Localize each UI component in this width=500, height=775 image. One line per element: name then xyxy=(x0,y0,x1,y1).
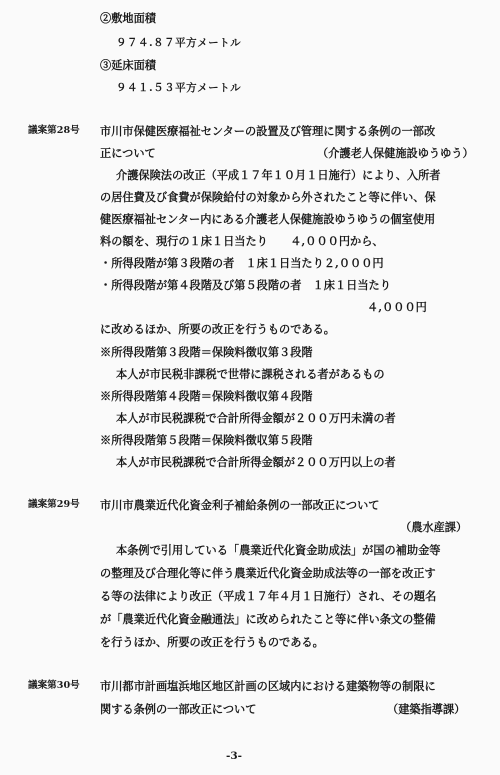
bill28-title-line1: 市川市保健医療福祉センターの設置及び管理に関する条例の一部改 xyxy=(100,124,436,138)
bill28-body-4: ・所得段階が第３段階の者 １床１日当たり２,０００円 xyxy=(100,256,384,270)
bill29-title: 市川市農業近代化資金利子補給条例の一部改正について xyxy=(100,498,380,512)
bill29-body-2: る等の法律により改正（平成１７年４月１日施行）され、その題名 xyxy=(100,589,437,603)
bill28-body-12: ※所得段階第５段階＝保険料徴収第５段階 xyxy=(100,433,313,447)
site-area-label: ②敷地面積 xyxy=(100,11,156,25)
bill28-body-8: ※所得段階第３段階＝保険料徴収第３段階 xyxy=(100,345,313,359)
bill30-number: 議案第30号 xyxy=(28,680,80,691)
bill28-body-6: ４,０００円 xyxy=(367,300,427,314)
bill28-body-13: 本人が市民税課税で合計所得金額が２００万円以上の者 xyxy=(116,455,396,469)
bill30-title-line1: 市川都市計画塩浜地区地区計画の区域内における建築物等の制限に xyxy=(100,679,436,693)
bill28-body-9: 本人が市民税非課税で世帯に課税される者があるもの xyxy=(116,367,385,381)
site-area-value: ９７４.８７平方メートル xyxy=(116,37,242,49)
bill28-body-5: ・所得段階が第４段階及び第５段階の者 １床１日当たり xyxy=(100,278,391,292)
bill28-body-3: 料の額を、現行の１床１日当たり ４,０００円から、 xyxy=(100,234,384,248)
bill28-body-10: ※所得段階第４段階＝保険料徴収第４段階 xyxy=(100,389,313,403)
bill28-number: 議案第28号 xyxy=(28,125,80,136)
bill29-body-0: 本条例で引用している「農業近代化資金助成法」が国の補助金等 xyxy=(116,543,441,557)
bill30-department: （建築指導課） xyxy=(387,702,466,716)
bill29-number: 議案第29号 xyxy=(28,499,80,510)
bill29-body-3: が「農業近代化資金融通法」に改められたこと等に伴い条文の整備 xyxy=(100,612,436,626)
bill28-body-7: に改めるほか、所要の改正を行うものである。 xyxy=(100,322,335,336)
bill28-body-0: 介護保険法の改正（平成１７年１０月１日施行）により、入所者 xyxy=(116,168,441,182)
bill28-title-line2: 正について xyxy=(100,146,156,160)
bill28-department: （介護老人保健施設ゆうゆう） xyxy=(317,146,474,160)
bill30-title-line2: 関する条例の一部改正について xyxy=(100,702,257,716)
bill29-department: （農水産課） xyxy=(400,520,468,534)
bill29-body-1: の整理及び合理化等に伴う農業近代化資金助成法等の一部を改正す xyxy=(100,566,436,580)
floor-area-label: ③延床面積 xyxy=(100,58,156,72)
page-number: -3- xyxy=(226,750,243,762)
bill28-body-2: 健医療福祉センター内にある介護老人保健施設ゆうゆうの個室使用 xyxy=(100,212,436,226)
floor-area-value: ９４１.５３平方メートル xyxy=(116,82,242,94)
bill28-body-1: の居住費及び食費が保険給付の対象から外されたこと等に伴い、保 xyxy=(100,190,436,204)
bill29-body-4: を行うほか、所要の改正を行うものである。 xyxy=(100,635,324,649)
bill28-body-11: 本人が市民税課税で合計所得金額が２００万円未満の者 xyxy=(116,411,396,425)
